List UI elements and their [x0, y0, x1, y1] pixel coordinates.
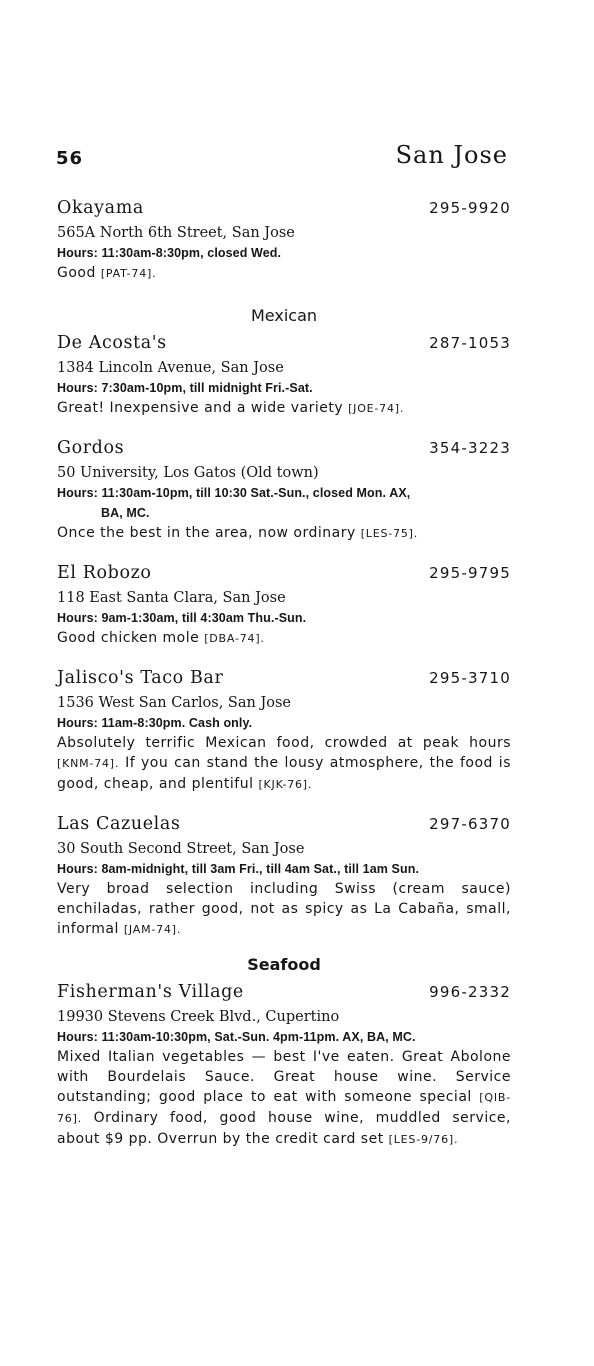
reviewer-code: [LES-75]. [360, 527, 419, 540]
restaurant-review [57, 1047, 511, 1150]
restaurant-phone: 996-2332 [429, 983, 511, 1001]
restaurant-name: Fisherman's Village [57, 982, 244, 1002]
restaurant-name: Jalisco's Taco Bar [57, 668, 224, 688]
restaurant-hours-continued [57, 503, 511, 523]
restaurant-hours: Hours: 11:30am-8:30pm, closed Wed. [57, 246, 282, 260]
restaurant-review [57, 398, 511, 419]
hours-continued-text: BA, MC. [101, 506, 150, 520]
restaurant-phone: 354-3223 [429, 439, 511, 457]
section-heading-seafood: Seafood [247, 955, 321, 974]
restaurant-review [57, 523, 511, 544]
reviewer-code: [PAT-74]. [100, 267, 157, 280]
reviewer-code: [QIB-76]. [57, 1091, 511, 1125]
reviewer-code: [DBA-74]. [204, 632, 265, 645]
restaurant-review [57, 879, 511, 940]
page-number: 56 [56, 148, 84, 169]
restaurant-phone: 287-1053 [429, 334, 511, 352]
restaurant-entry [57, 668, 511, 795]
review-text: Good [57, 265, 101, 281]
entry-header [57, 982, 511, 1007]
restaurant-name: Gordos [57, 438, 125, 458]
entry-header [57, 333, 511, 358]
restaurant-address: 30 South Second Street, San Jose [57, 841, 305, 857]
restaurant-address: 1384 Lincoln Avenue, San Jose [57, 360, 284, 376]
reviewer-code: [KJK-76]. [258, 778, 313, 791]
restaurant-entry [57, 333, 511, 419]
restaurant-hours: Hours: 7:30am-10pm, till midnight Fri.-Sat. [57, 381, 313, 395]
restaurant-name: El Robozo [57, 563, 152, 583]
restaurant-name: De Acosta's [57, 333, 167, 353]
entry-header [57, 198, 511, 223]
restaurant-entry [57, 563, 511, 649]
entry-header [57, 814, 511, 839]
review-text: Good chicken mole [57, 630, 205, 646]
reviewer-code: [JOE-74]. [348, 402, 405, 415]
restaurant-hours: Hours: 11am-8:30pm. Cash only. [57, 716, 253, 730]
restaurant-hours: Hours: 11:30am-10pm, till 10:30 Sat.-Sun., closed Mon. AX, [57, 486, 411, 500]
section-heading-mexican: Mexican [250, 306, 318, 325]
reviewer-code: [LES-9/76]. [388, 1133, 459, 1146]
restaurant-review [57, 263, 511, 284]
restaurant-review [57, 733, 511, 795]
restaurant-phone: 295-9795 [429, 564, 511, 582]
restaurant-address: 1536 West San Carlos, San Jose [57, 695, 292, 711]
restaurant-address: 50 University, Los Gatos (Old town) [57, 465, 319, 481]
review-text: Very broad selection including Swiss (cream sauce) enchiladas, rather good, not as spicy as La Cabaña, small, informal [57, 881, 511, 937]
review-text: Mixed Italian vegetables — best I've eaten. Great Abolone with Bourdelais Sauce. Great house wine. Service outstanding; good place to eat with someone special [57, 1049, 511, 1105]
running-head: San Jose [395, 141, 508, 169]
restaurant-hours: Hours: 8am-midnight, till 3am Fri., till 4am Sat., till 1am Sun. [57, 862, 420, 876]
review-text: Once the best in the area, now ordinary [57, 525, 361, 541]
reviewer-code: [JAM-74]. [123, 923, 182, 936]
restaurant-entry [57, 814, 511, 940]
restaurant-hours: Hours: 11:30am-10:30pm, Sat.-Sun. 4pm-11pm. AX, BA, MC. [57, 1030, 416, 1044]
restaurant-entry [57, 982, 511, 1150]
review-text: If you can stand the lousy atmosphere, the food is good, cheap, and plentiful [57, 755, 511, 792]
reviewer-code: [KNM-74]. [57, 757, 120, 770]
restaurant-name: Las Cazuelas [57, 814, 181, 834]
entry-header [57, 438, 511, 463]
review-text: Ordinary food, good house wine, muddled service, about $9 pp. Overrun by the credit card set [57, 1110, 511, 1147]
entry-header [57, 563, 511, 588]
restaurant-hours: Hours: 9am-1:30am, till 4:30am Thu.-Sun. [57, 611, 307, 625]
restaurant-address: 19930 Stevens Creek Blvd., Cupertino [57, 1009, 340, 1025]
restaurant-name: Okayama [57, 198, 144, 218]
restaurant-entry [57, 438, 511, 544]
review-text: Absolutely terrific Mexican food, crowded at peak hours [57, 735, 511, 751]
restaurant-review [57, 628, 511, 649]
restaurant-entry [57, 198, 511, 284]
restaurant-address: 118 East Santa Clara, San Jose [57, 590, 286, 606]
restaurant-phone: 295-9920 [429, 199, 511, 217]
entry-header [57, 668, 511, 693]
listing-content [57, 198, 511, 1169]
restaurant-phone: 297-6370 [429, 815, 511, 833]
restaurant-phone: 295-3710 [429, 669, 511, 687]
review-text: Great! Inexpensive and a wide variety [57, 400, 349, 416]
restaurant-address: 565A North 6th Street, San Jose [57, 225, 295, 241]
